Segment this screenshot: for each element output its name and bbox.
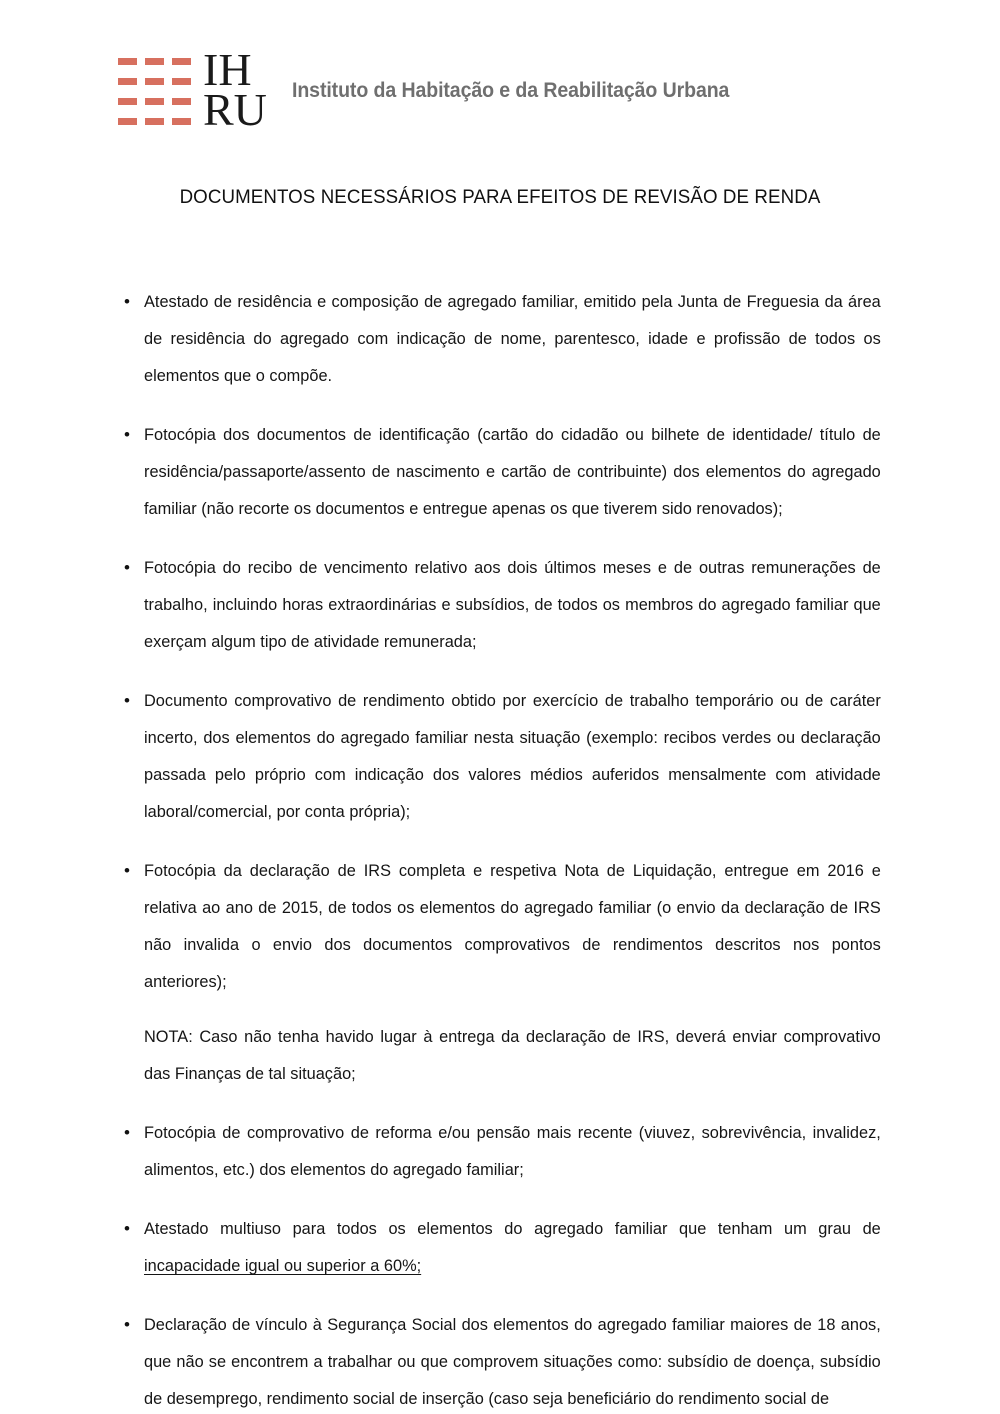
list-item-text: Fotocópia dos documentos de identificação (cartão do cidadão ou bilhete de identidade/ título de residência/passaporte/assento de nascimento e cartão de contribuinte) dos elementos do agregado familiar (não recorte os documentos e entregue apenas os que tiverem sido renovados); xyxy=(144,425,881,518)
logo-tagline: Instituto da Habitação e da Reabilitação Urbana xyxy=(291,79,730,102)
document-body xyxy=(120,283,892,1414)
list-item-text: Fotocópia da declaração de IRS completa e respetiva Nota de Liquidação, entregue em 2016 e relativa ao ano de 2015, de todos os elementos do agregado familiar (o envio da declaração de IRS não invalida o envio dos documentos comprovativos de rendimentos descritos nos pontos anteriores); xyxy=(144,861,881,991)
list-item-text: Fotocópia do recibo de vencimento relativo aos dois últimos meses e de outras remunerações de trabalho, incluindo horas extraordinárias e subsídios, de todos os membros do agregado familiar que exerçam algum tipo de atividade remunerada; xyxy=(144,558,881,651)
logo-dash xyxy=(172,58,191,65)
bullet-marker: • xyxy=(124,861,130,880)
logo-dash xyxy=(172,118,191,125)
bullet-marker: • xyxy=(124,1219,130,1238)
list-item-with-underline xyxy=(120,1210,892,1284)
logo-dash xyxy=(145,98,164,105)
list-item-text-plain: Atestado multiuso para todos os elementos do agregado familiar que tenham um grau de xyxy=(144,1219,881,1238)
logo-dash xyxy=(145,78,164,85)
note-text: NOTA: Caso não tenha havido lugar à entrega da declaração de IRS, deverá enviar comprovativo das Finanças de tal situação; xyxy=(144,1027,881,1083)
logo-dash xyxy=(118,118,137,125)
list-item xyxy=(120,549,892,660)
bullet-marker: • xyxy=(124,425,130,444)
logo-monogram-line2: RU xyxy=(203,84,267,135)
list-item xyxy=(120,416,892,527)
logo-dash xyxy=(145,118,164,125)
bullet-marker: • xyxy=(124,691,130,710)
note-paragraph xyxy=(120,1018,892,1092)
logo-dash xyxy=(118,58,137,65)
list-item-text: Fotocópia de comprovativo de reforma e/ou pensão mais recente (viuvez, sobrevivência, invalidez, alimentos, etc.) dos elementos do agregado familiar; xyxy=(144,1123,881,1179)
bullet-marker: • xyxy=(124,1123,130,1142)
list-item-text: Atestado de residência e composição de agregado familiar, emitido pela Junta de Freguesia da área de residência do agregado com indicação de nome, parentesco, idade e profissão de todos os elementos que o compõe. xyxy=(144,292,881,385)
logo-monogram-line1: IH xyxy=(203,44,252,96)
document-header xyxy=(118,44,762,135)
list-item xyxy=(120,682,892,830)
logo-dash-grid-icon xyxy=(118,58,191,127)
list-item-text-underlined: incapacidade igual ou superior a 60%; xyxy=(144,1256,422,1275)
logo-dash xyxy=(118,78,137,85)
list-item-text xyxy=(144,1210,881,1284)
list-item xyxy=(120,852,892,1000)
list-item-text: Declaração de vínculo à Segurança Social dos elementos do agregado familiar maiores de 18 anos, que não se encontrem a trabalhar ou que comprovem situações como: subsídio de doença, subsídio de desemprego, rendimento social de inserção (caso seja beneficiário do rendimento social de xyxy=(144,1315,881,1408)
list-item xyxy=(120,1306,892,1414)
bullet-marker: • xyxy=(124,292,130,311)
logo-dash xyxy=(118,98,137,105)
logo-dash xyxy=(172,78,191,85)
list-item xyxy=(120,283,892,394)
page-title: DOCUMENTOS NECESSÁRIOS PARA EFEITOS DE REVISÃO DE RENDA xyxy=(179,186,821,208)
bullet-marker: • xyxy=(124,558,130,577)
logo-monogram xyxy=(203,44,267,135)
logo-dash xyxy=(145,58,164,65)
list-item xyxy=(120,1114,892,1188)
ihru-logo xyxy=(118,44,267,135)
bullet-marker: • xyxy=(124,1315,130,1334)
logo-dash xyxy=(172,98,191,105)
list-item-text: Documento comprovativo de rendimento obtido por exercício de trabalho temporário ou de caráter incerto, dos elementos do agregado familiar nesta situação (exemplo: recibos verdes ou declaração passada pelo próprio com indicação dos valores médios auferidos mensalmente com atividade laboral/comercial, por conta própria); xyxy=(144,691,881,821)
